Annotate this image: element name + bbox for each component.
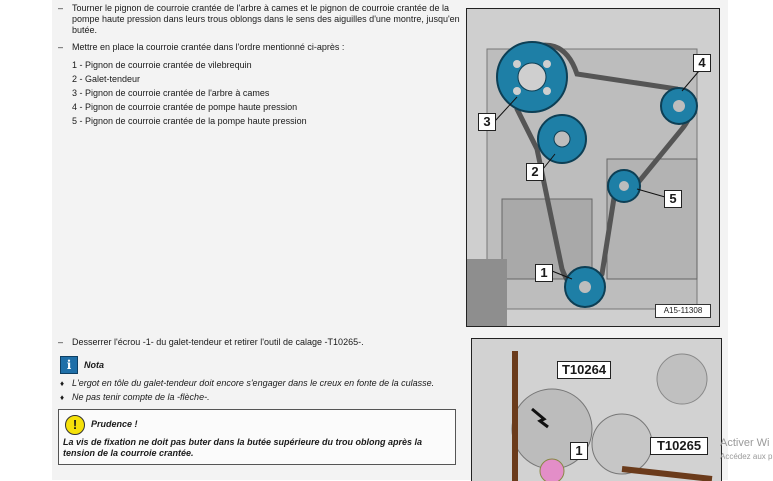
callout-1: 1 xyxy=(570,442,588,460)
warning-icon: ! xyxy=(65,415,85,435)
engine-illustration xyxy=(467,9,719,326)
caution-title: Prudence ! xyxy=(91,419,138,429)
list-item: 2 - Galet-tendeur xyxy=(72,74,141,84)
bullet-icon: ♦ xyxy=(60,393,65,402)
activation-watermark: Activer Wi xyxy=(720,437,770,449)
tensioner-tool-figure xyxy=(471,338,722,481)
caution-text: La vis de fixation ne doit pas buter dans la butée supérieure du trou oblong après la tension de la courroie crantée. xyxy=(63,437,423,458)
note-title: Nota xyxy=(84,360,104,370)
step-text: Mettre en place la courroie crantée dans l'ordre mentionné ci-après : xyxy=(72,42,345,52)
list-item: 4 - Pignon de courroie crantée de pompe haute pression xyxy=(72,102,298,112)
list-item: 1 - Pignon de courroie crantée de vilebrequin xyxy=(72,60,252,70)
step-dash: – xyxy=(58,3,64,13)
figure-reference: A15-11308 xyxy=(655,304,711,318)
callout-5: 5 xyxy=(664,190,682,208)
note-bullet-text: Ne pas tenir compte de la -flèche-. xyxy=(72,392,210,402)
tool-label-t10265: T10265 xyxy=(650,437,708,455)
step-dash: – xyxy=(58,42,64,52)
callout-1: 1 xyxy=(535,264,553,282)
timing-belt-figure xyxy=(466,8,720,327)
callout-2: 2 xyxy=(526,163,544,181)
bullet-icon: ♦ xyxy=(60,379,65,388)
activation-watermark-subtitle: Accédez aux p xyxy=(720,452,773,461)
callout-3: 3 xyxy=(478,113,496,131)
list-item: 5 - Pignon de courroie crantée de la pompe haute pression xyxy=(72,116,307,126)
caution-box xyxy=(58,409,456,465)
step-text: Desserrer l'écrou -1- du galet-tendeur et retirer l'outil de calage -T10265-. xyxy=(72,337,364,347)
callout-4: 4 xyxy=(693,54,711,72)
step-text: Tourner le pignon de courroie crantée de l'arbre à cames et le pignon de courroie crantée de la pompe haute pression dans leurs trous oblongs dans le sens des aiguilles d'une montre, jusqu'en butée. xyxy=(72,3,460,35)
note-header xyxy=(58,356,258,374)
list-item: 3 - Pignon de courroie crantée de l'arbre à cames xyxy=(72,88,270,98)
step-dash: – xyxy=(58,337,64,347)
note-bullet-text: L'ergot en tôle du galet-tendeur doit encore s'engager dans le creux en fonte de la culasse. xyxy=(72,378,435,388)
belt-order-list xyxy=(72,60,307,130)
info-icon: i xyxy=(60,356,78,374)
tool-label-t10264: T10264 xyxy=(557,361,611,379)
